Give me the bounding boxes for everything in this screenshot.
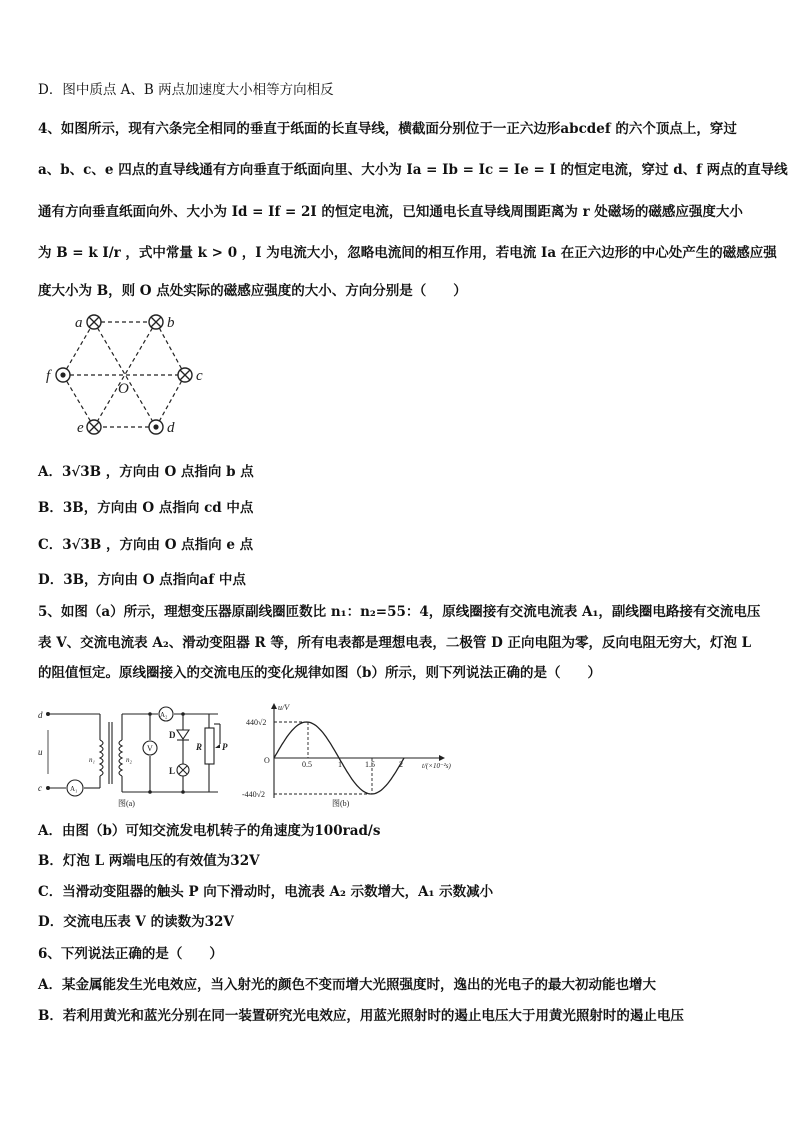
vertex-d-label: d bbox=[167, 420, 175, 436]
circuit-figure-a bbox=[38, 700, 238, 810]
q4-line-1: 4、如图所示，现有六条完全相同的垂直于纸面的长直导线，横截面分别位于一正六边形abcdef 的六个顶点上，穿过 bbox=[38, 121, 737, 137]
q6-line-1: 6、下列说法正确的是（ ） bbox=[38, 946, 223, 962]
q4-line-4: 为 B = k I/r ，式中常量 k > 0 ，I 为电流大小，忽略电流间的相互作用，若电流 Ia 在正六边形的中心处产生的磁感应强 bbox=[38, 245, 777, 261]
q5-line-2: 表 V、交流电流表 A₂、滑动变阻器 R 等，所有电表都是理想电表，二极管 D 正向电阻为零，反向电阻无穷大，灯泡 L bbox=[38, 635, 752, 651]
lamp-label: L bbox=[169, 766, 176, 776]
x-tick-1.5: 1.5 bbox=[365, 760, 375, 769]
voltage-graph-b bbox=[242, 700, 472, 810]
terminal-c-label: c bbox=[38, 783, 42, 793]
ammeter-a1-label: A₁ bbox=[70, 785, 78, 793]
terminal-d-label: d bbox=[38, 710, 43, 720]
resistor-label: R bbox=[196, 742, 203, 752]
x-tick-0.5: 0.5 bbox=[302, 760, 312, 769]
q4-line-5: 度大小为 B，则 O 点处实际的磁感应强度的大小、方向分别是（ ） bbox=[38, 283, 467, 299]
q5-option-d: D．交流电压表 V 的读数为32V bbox=[38, 914, 234, 930]
q4-option-d: D．3B，方向由 O 点指向af 中点 bbox=[38, 572, 246, 588]
vertex-c-label: c bbox=[196, 368, 203, 384]
q4-option-a: A．3√3B ，方向由 O 点指向 b 点 bbox=[38, 464, 254, 480]
y-max-label: 440√2 bbox=[246, 718, 267, 727]
q4-option-c: C．3√3B ，方向由 O 点指向 e 点 bbox=[38, 537, 254, 553]
vertex-f-label: f bbox=[46, 368, 51, 384]
x-axis-label: t/(×10⁻²s) bbox=[422, 762, 451, 770]
x-tick-1: 1 bbox=[338, 760, 342, 769]
n1-label: n₁ bbox=[89, 756, 95, 764]
q5-line-1: 5、如图（a）所示，理想变压器原副线圈匝数比 n₁：n₂=55：4，原线圈接有交流电流表 A₁，副线圈电路接有交流电压 bbox=[38, 604, 761, 620]
center-o-label: O bbox=[118, 381, 129, 397]
q4-line-2: a、b、c、e 四点的直导线通有方向垂直于纸面向里、大小为 Ia = Ib = Ic = Ie = I 的恒定电流，穿过 d、f 两点的直导线 bbox=[38, 162, 788, 178]
vertex-e-label: e bbox=[77, 420, 84, 436]
n2-label: n₂ bbox=[126, 756, 132, 764]
y-axis-label: u/V bbox=[278, 703, 290, 712]
input-u-label: u bbox=[38, 747, 43, 757]
q6-option-a: A．某金属能发生光电效应，当入射光的颜色不变而增大光照强度时，逸出的光电子的最大初动能也增大 bbox=[38, 977, 656, 993]
q3-option-d: D．图中质点 A、B 两点加速度大小相等方向相反 bbox=[38, 82, 334, 98]
y-min-label: -440√2 bbox=[242, 790, 266, 799]
voltmeter-label: V bbox=[147, 744, 153, 753]
hexagon-figure bbox=[38, 308, 218, 438]
origin-label: O bbox=[264, 756, 270, 765]
x-tick-2: 2 bbox=[399, 760, 403, 769]
q4-line-3: 通有方向垂直纸面向外、大小为 Id = If = 2I 的恒定电流，已知通电长直导线周围距离为 r 处磁场的磁感应强度大小 bbox=[38, 204, 743, 220]
q5-option-b: B．灯泡 L 两端电压的有效值为32V bbox=[38, 853, 260, 869]
q5-option-a: A．由图（b）可知交流发电机转子的角速度为100rad/s bbox=[38, 823, 381, 839]
vertex-b-label: b bbox=[167, 315, 175, 331]
figure-b-caption: 图(b) bbox=[332, 799, 350, 808]
q5-line-3: 的阻值恒定。原线圈接入的交流电压的变化规律如图（b）所示，则下列说法正确的是（ ） bbox=[38, 665, 601, 681]
figure-a-caption: 图(a) bbox=[118, 799, 135, 808]
q5-option-c: C．当滑动变阻器的触头 P 向下滑动时，电流表 A₂ 示数增大，A₁ 示数减小 bbox=[38, 884, 494, 900]
q6-option-b: B．若利用黄光和蓝光分别在同一装置研究光电效应，用蓝光照射时的遏止电压大于用黄光照射时的遏止电压 bbox=[38, 1008, 684, 1024]
slider-p-label: P bbox=[222, 742, 228, 752]
diode-label: D bbox=[169, 730, 176, 740]
q4-option-b: B．3B，方向由 O 点指向 cd 中点 bbox=[38, 500, 254, 516]
ammeter-a2-label: A₂ bbox=[160, 711, 168, 719]
vertex-a-label: a bbox=[75, 315, 83, 331]
